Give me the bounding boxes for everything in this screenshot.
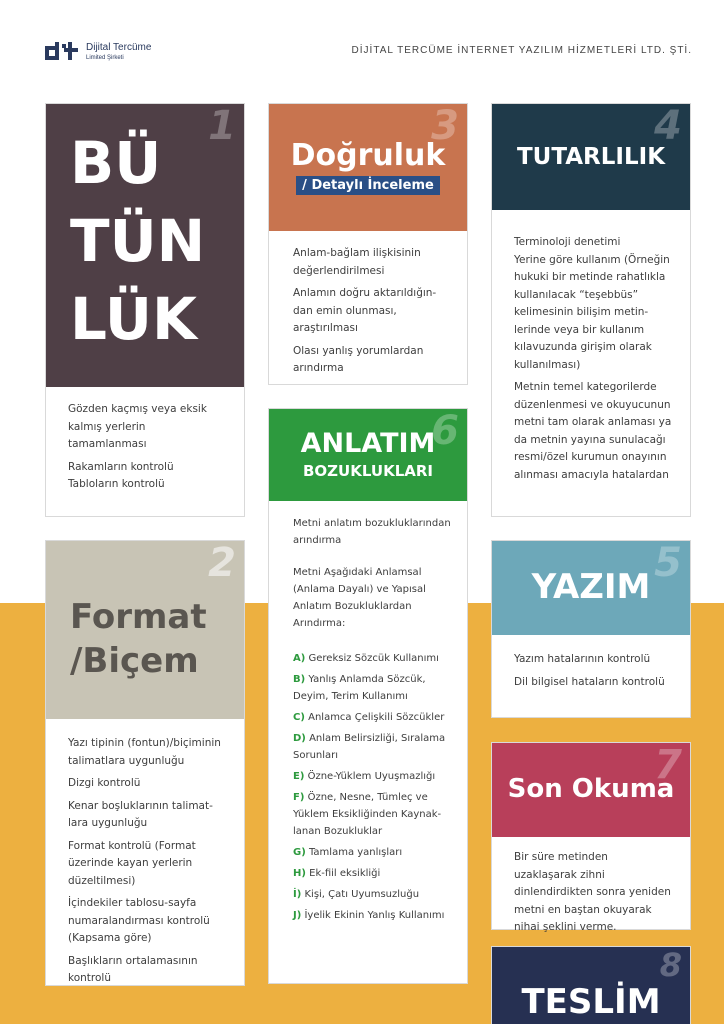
- card-yazim-body: [492, 635, 690, 691]
- list-item: Metnin temel kategorilerde düzenlenmesi ve okuyucunun metni tam olarak anlaması ya da metnin yayına sunulacağı resmi/özel kurumun onayının alınması amacıyla hatalardan: [514, 381, 672, 481]
- card-anlatim-title: ANLATIM: [300, 427, 436, 459]
- list-item: Gözden kaçmış veya eksik kalmış yerlerin tamamlanması: [68, 403, 207, 450]
- card-butunluk: [45, 103, 245, 517]
- option-item: J) İyelik Ekinin Yanlış Kullanımı: [293, 910, 445, 921]
- option-item: G) Tamlama yanlışları: [293, 847, 403, 858]
- list-item: Bir süre metinden uzaklaşarak zihni dinlendirdikten sonra yeniden metni en baştan okuyarak nihai şeklini verme.: [514, 851, 671, 933]
- card-son-okuma-body: [492, 837, 690, 937]
- card-format-title: [46, 595, 207, 683]
- card-number: 8: [659, 947, 682, 984]
- card-tutarlilik-body: [492, 210, 690, 484]
- card-butunluk-title: [46, 104, 205, 358]
- option-list: [293, 650, 455, 924]
- logo-subtitle: Limited Şirketi: [86, 55, 124, 61]
- card-anlatim-header: [269, 409, 467, 501]
- option-item: İ) Kişi, Çatı Uyumsuzluğu: [293, 889, 420, 900]
- list-item: Anlamın doğru aktarıldığın-dan emin olunması, araştırılması: [293, 287, 437, 334]
- card-anlatim: [268, 408, 468, 984]
- list-item: Tabloların kontrolü: [68, 478, 165, 490]
- option-item: C) Anlamca Çelişkili Sözcükler: [293, 712, 445, 723]
- option-item: A) Gereksiz Sözcük Kullanımı: [293, 653, 439, 664]
- list-item: İçindekiler tablosu-sayfa numaralandırması kontrolü (Kapsama göre): [68, 897, 210, 944]
- list-item: Yerine göre kullanım (Örneğin hukuki bir metinde rahatlıkla kullanılacak “teşebbüs” kelimesinin bilişim metin-lerinde veya bir kullanım kılavuzunda girişim olarak kullanılması): [514, 253, 670, 371]
- logo-name: Dijital Tercüme: [86, 42, 152, 53]
- title-line-2: TÜN: [70, 207, 206, 275]
- card-number: 7: [654, 743, 682, 788]
- option-item: E) Özne-Yüklem Uyuşmazlığı: [293, 771, 436, 782]
- card-number: 3: [431, 104, 459, 149]
- card-tutarlilik: [491, 103, 691, 517]
- card-number: 4: [654, 104, 682, 149]
- card-anlatim-subtitle: BOZUKLUKLARI: [303, 462, 433, 481]
- list-item: Dil bilgisel hataların kontrolü: [514, 675, 665, 688]
- title-line-3: LÜK: [70, 285, 197, 353]
- card-teslim-header: [492, 947, 690, 1024]
- list-item: Rakamların kontrolü: [68, 460, 174, 473]
- company-logo[interactable]: [44, 40, 151, 64]
- list-item: Başlıkların ortalamasının kontrolü: [68, 954, 198, 984]
- title-line-1: BÜ: [70, 129, 162, 197]
- option-item: H) Ek-fiil eksikliği: [293, 868, 381, 879]
- list-item: Anlam-bağlam ilişkisinin değerlendirilmesi: [293, 247, 421, 277]
- lead-text: Metni Aşağıdaki Anlamsal (Anlama Dayalı) ve Yapısal Anlatım Bozukluklardan Arındırma:: [293, 567, 426, 629]
- card-format-body: [46, 719, 244, 988]
- card-format-header: [46, 541, 244, 719]
- list-item: Yazı tipinin (fontun)/biçiminin talimatlara uygunluğu: [68, 737, 221, 767]
- card-dogruluk-title: Doğruluk: [290, 138, 446, 174]
- card-tutarlilik-title: TUTARLILIK: [516, 143, 666, 170]
- card-butunluk-body: [46, 387, 244, 494]
- card-son-okuma-header: [492, 743, 690, 837]
- card-dogruluk-body: [269, 231, 467, 378]
- card-teslim-title: TESLİM: [521, 982, 661, 1023]
- card-dogruluk-subtitle: / Detaylı İnceleme: [296, 176, 440, 195]
- list-item: Yazım hatalarının kontrolü: [514, 653, 651, 665]
- card-butunluk-header: [46, 104, 244, 387]
- card-number: 5: [654, 541, 682, 586]
- list-item: Olası yanlış yorumlardan arındırma: [293, 344, 424, 374]
- card-number: 2: [208, 541, 236, 586]
- dt-logo-icon: [44, 40, 82, 64]
- list-item: Terminoloji denetimi: [514, 236, 621, 248]
- card-yazim: [491, 540, 691, 718]
- card-number: 1: [208, 104, 236, 149]
- title-line-1: Format: [70, 597, 207, 637]
- card-son-okuma: [491, 742, 691, 933]
- card-yazim-header: [492, 541, 690, 635]
- card-number: 6: [431, 409, 459, 454]
- option-item: F) Özne, Nesne, Tümleç ve Yüklem Eksikliğinden Kaynak-lanan Bozukluklar: [293, 792, 442, 837]
- card-teslim: [491, 946, 691, 1024]
- option-item: D) Anlam Belirsizliği, Sıralama Sorunları: [293, 733, 446, 761]
- card-tutarlilik-header: [492, 104, 690, 210]
- lead-text: Metni anlatım bozukluklarından arındırma: [293, 518, 451, 546]
- card-dogruluk-header: [269, 104, 467, 231]
- list-item: Dizgi kontrolü: [68, 777, 141, 789]
- card-anlatim-body: [269, 501, 467, 924]
- option-item: B) Yanlış Anlamda Sözcük, Deyim, Terim Kullanımı: [293, 674, 426, 702]
- card-dogruluk: [268, 103, 468, 385]
- card-yazim-title: YAZIM: [531, 567, 651, 608]
- title-line-2: /Biçem: [70, 641, 199, 681]
- card-son-okuma-title: Son Okuma: [507, 774, 675, 805]
- list-item: Format kontrolü (Format üzerinde kayan yerlerin düzeltilmesi): [68, 839, 196, 887]
- list-item: Kenar boşluklarının talimat-lara uygunluğu: [68, 799, 213, 829]
- card-format: [45, 540, 245, 986]
- company-name: DİJİTAL TERCÜME İNTERNET YAZILIM HİZMETLERİ LTD. ŞTİ.: [351, 45, 692, 56]
